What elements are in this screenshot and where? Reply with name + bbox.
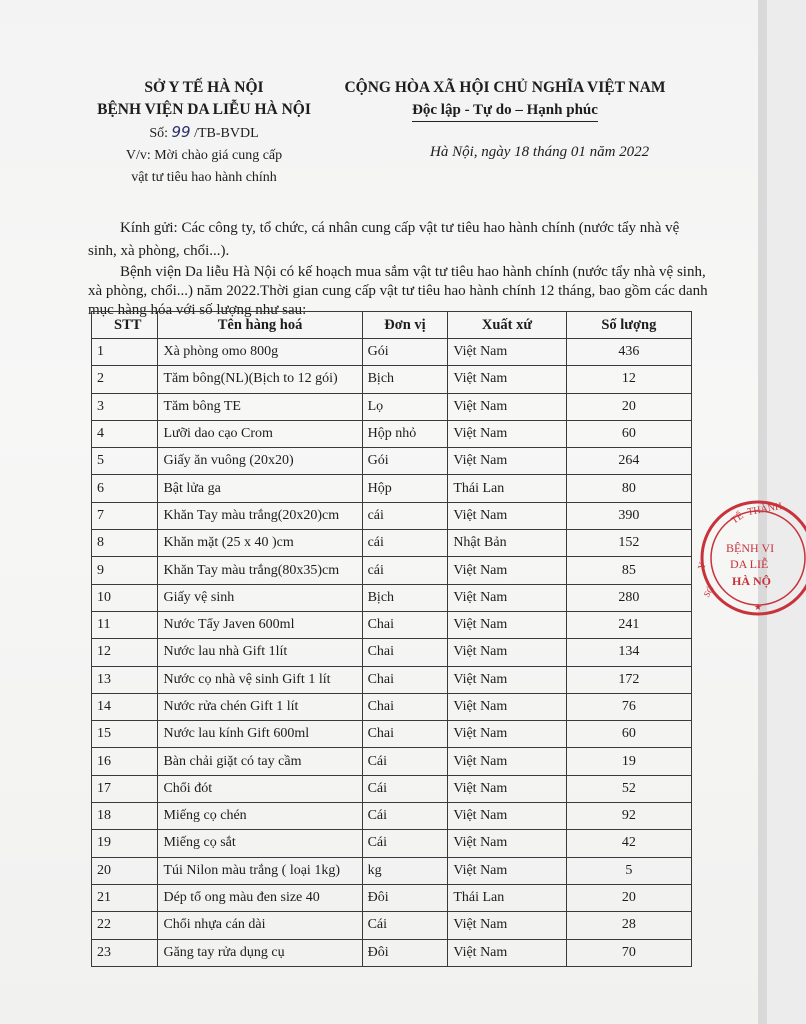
row-origin: Việt Nam xyxy=(448,420,566,447)
row-unit: Đôi xyxy=(362,939,448,966)
row-quantity: 12 xyxy=(566,366,691,393)
row-stt: 18 xyxy=(92,803,158,830)
subject-line-2: vật tư tiêu hao hành chính xyxy=(131,170,277,185)
hospital-seal xyxy=(696,498,806,618)
document-date: Hà Nội, ngày 18 tháng 01 năm 2022 xyxy=(430,144,650,160)
row-quantity: 241 xyxy=(566,611,691,638)
row-stt: 12 xyxy=(92,639,158,666)
row-unit: Cái xyxy=(362,748,448,775)
table-row xyxy=(92,748,692,775)
row-origin: Việt Nam xyxy=(448,666,566,693)
row-quantity: 76 xyxy=(566,693,691,720)
row-stt: 21 xyxy=(92,884,158,911)
row-item-name: Khăn mặt (25 x 40 )cm xyxy=(158,530,362,557)
header-item-name: Tên hàng hoá xyxy=(158,312,362,339)
document-number: Số: 99 /TB-BVDL xyxy=(149,123,259,141)
table-row xyxy=(92,939,692,966)
row-unit: Lọ xyxy=(362,393,448,420)
row-stt: 20 xyxy=(92,857,158,884)
svg-text:Y: Y xyxy=(696,560,709,571)
subject-line-1: V/v: Mời chào giá cung cấp xyxy=(125,148,283,163)
handwritten-number: 99 xyxy=(171,123,191,141)
header-origin: Xuất xứ xyxy=(448,312,566,339)
row-origin: Việt Nam xyxy=(448,912,566,939)
table-row xyxy=(92,912,692,939)
table-row xyxy=(92,830,692,857)
table-row xyxy=(92,775,692,802)
row-origin: Việt Nam xyxy=(448,584,566,611)
row-stt: 15 xyxy=(92,721,158,748)
row-origin: Việt Nam xyxy=(448,775,566,802)
row-quantity: 390 xyxy=(566,502,691,529)
table-row xyxy=(92,721,692,748)
table-row xyxy=(92,803,692,830)
row-quantity: 70 xyxy=(566,939,691,966)
row-stt: 4 xyxy=(92,420,158,447)
row-stt: 3 xyxy=(92,393,158,420)
row-item-name: Tăm bông(NL)(Bịch to 12 gói) xyxy=(158,366,362,393)
row-unit: Chai xyxy=(362,693,448,720)
svg-text:TẾ: TẾ xyxy=(729,510,746,527)
row-unit: Cái xyxy=(362,912,448,939)
row-item-name: Găng tay rửa dụng cụ xyxy=(158,939,362,966)
row-unit: kg xyxy=(362,857,448,884)
row-stt: 11 xyxy=(92,611,158,638)
national-header xyxy=(320,77,690,122)
svg-text:HÀ NỘ: HÀ NỘ xyxy=(732,574,771,588)
row-stt: 22 xyxy=(92,912,158,939)
row-item-name: Miếng cọ sắt xyxy=(158,830,362,857)
row-item-name: Bàn chải giặt có tay cầm xyxy=(158,748,362,775)
row-unit: Hộp nhỏ xyxy=(362,420,448,447)
table-row xyxy=(92,884,692,911)
table-header-row xyxy=(92,312,692,339)
table-row xyxy=(92,366,692,393)
header-quantity: Số lượng xyxy=(566,312,691,339)
row-stt: 23 xyxy=(92,939,158,966)
salutation-paragraph: Kính gửi: Các công ty, tổ chức, cá nhân cung cấp vật tư tiêu hao hành chính (nước tẩy nhà vệ sinh, xà phòng, chổi...). xyxy=(88,220,680,259)
table-row xyxy=(92,584,692,611)
row-item-name: Lưỡi dao cạo Crom xyxy=(158,420,362,447)
row-item-name: Giấy vệ sinh xyxy=(158,584,362,611)
row-origin: Việt Nam xyxy=(448,939,566,966)
row-quantity: 20 xyxy=(566,884,691,911)
row-stt: 5 xyxy=(92,448,158,475)
row-stt: 10 xyxy=(92,584,158,611)
row-item-name: Khăn Tay màu trắng(20x20)cm xyxy=(158,502,362,529)
intro-paragraph: Bệnh viện Da liễu Hà Nội có kế hoạch mua sắm vật tư tiêu hao hành chính (nước tẩy nhà vệ sinh, xà phòng, chổi...) năm 2022.Thời gian cung cấp vật tư tiêu hao hành chính 12 tháng, bao gồm các danh mục hàng hóa với số lượng như sau: xyxy=(88,264,708,318)
table-row xyxy=(92,502,692,529)
row-origin: Thái Lan xyxy=(448,884,566,911)
row-unit: cái xyxy=(362,530,448,557)
svg-text:★: ★ xyxy=(754,603,763,613)
row-item-name: Xà phòng omo 800g xyxy=(158,339,362,366)
row-stt: 7 xyxy=(92,502,158,529)
issuer-header xyxy=(70,77,338,189)
national-motto: Độc lập - Tự do – Hạnh phúc xyxy=(412,99,598,122)
country-name: CỘNG HÒA XÃ HỘI CHỦ NGHĨA VIỆT NAM xyxy=(344,79,666,96)
row-quantity: 42 xyxy=(566,830,691,857)
row-unit: Cái xyxy=(362,775,448,802)
row-unit: Hộp xyxy=(362,475,448,502)
table-row xyxy=(92,611,692,638)
row-quantity: 19 xyxy=(566,748,691,775)
row-item-name: Nước cọ nhà vệ sinh Gift 1 lít xyxy=(158,666,362,693)
row-origin: Nhật Bản xyxy=(448,530,566,557)
row-unit: cái xyxy=(362,502,448,529)
row-origin: Việt Nam xyxy=(448,857,566,884)
row-unit: cái xyxy=(362,557,448,584)
header-stt: STT xyxy=(92,312,158,339)
row-origin: Việt Nam xyxy=(448,502,566,529)
row-item-name: Dép tổ ong màu đen size 40 xyxy=(158,884,362,911)
row-item-name: Nước rửa chén Gift 1 lít xyxy=(158,693,362,720)
svg-text:DA LIỄ: DA LIỄ xyxy=(730,557,769,571)
row-quantity: 152 xyxy=(566,530,691,557)
row-item-name: Bật lửa ga xyxy=(158,475,362,502)
row-stt: 8 xyxy=(92,530,158,557)
row-quantity: 92 xyxy=(566,803,691,830)
row-unit: Chai xyxy=(362,721,448,748)
row-unit: Chai xyxy=(362,666,448,693)
row-origin: Việt Nam xyxy=(448,339,566,366)
row-quantity: 80 xyxy=(566,475,691,502)
row-origin: Việt Nam xyxy=(448,366,566,393)
row-stt: 2 xyxy=(92,366,158,393)
row-quantity: 134 xyxy=(566,639,691,666)
table-row xyxy=(92,639,692,666)
row-origin: Thái Lan xyxy=(448,475,566,502)
row-quantity: 28 xyxy=(566,912,691,939)
row-stt: 6 xyxy=(92,475,158,502)
row-unit: Cái xyxy=(362,803,448,830)
row-quantity: 5 xyxy=(566,857,691,884)
table-row xyxy=(92,393,692,420)
row-unit: Gói xyxy=(362,448,448,475)
row-origin: Việt Nam xyxy=(448,639,566,666)
row-item-name: Nước Tẩy Javen 600ml xyxy=(158,611,362,638)
row-unit: Gói xyxy=(362,339,448,366)
hospital-name: BỆNH VIỆN DA LIỄU HÀ NỘI xyxy=(97,101,311,118)
row-quantity: 20 xyxy=(566,393,691,420)
row-quantity: 280 xyxy=(566,584,691,611)
row-unit: Bịch xyxy=(362,366,448,393)
row-item-name: Tăm bông TE xyxy=(158,393,362,420)
row-quantity: 436 xyxy=(566,339,691,366)
row-item-name: Khăn Tay màu trắng(80x35)cm xyxy=(158,557,362,584)
table-row xyxy=(92,530,692,557)
row-stt: 9 xyxy=(92,557,158,584)
items-table xyxy=(91,311,692,967)
row-quantity: 60 xyxy=(566,420,691,447)
row-unit: Chai xyxy=(362,639,448,666)
row-stt: 1 xyxy=(92,339,158,366)
row-origin: Việt Nam xyxy=(448,611,566,638)
row-stt: 14 xyxy=(92,693,158,720)
row-item-name: Nước lau nhà Gift 1lít xyxy=(158,639,362,666)
table-row xyxy=(92,557,692,584)
row-stt: 16 xyxy=(92,748,158,775)
row-item-name: Túi Nilon màu trắng ( loại 1kg) xyxy=(158,857,362,884)
header-unit: Đơn vị xyxy=(362,312,448,339)
row-quantity: 52 xyxy=(566,775,691,802)
table-row xyxy=(92,666,692,693)
row-unit: Đôi xyxy=(362,884,448,911)
department-name: SỞ Y TẾ HÀ NỘI xyxy=(144,79,264,96)
row-item-name: Nước lau kính Gift 600ml xyxy=(158,721,362,748)
row-origin: Việt Nam xyxy=(448,830,566,857)
row-quantity: 264 xyxy=(566,448,691,475)
row-item-name: Miếng cọ chén xyxy=(158,803,362,830)
table-row xyxy=(92,420,692,447)
row-unit: Cái xyxy=(362,830,448,857)
row-origin: Việt Nam xyxy=(448,748,566,775)
row-item-name: Chổi nhựa cán dài xyxy=(158,912,362,939)
row-unit: Chai xyxy=(362,611,448,638)
row-origin: Việt Nam xyxy=(448,803,566,830)
row-quantity: 85 xyxy=(566,557,691,584)
svg-text:SỞ: SỞ xyxy=(701,583,717,600)
row-stt: 13 xyxy=(92,666,158,693)
row-origin: Việt Nam xyxy=(448,693,566,720)
table-row xyxy=(92,857,692,884)
row-item-name: Chổi đót xyxy=(158,775,362,802)
row-item-name: Giấy ăn vuông (20x20) xyxy=(158,448,362,475)
row-quantity: 60 xyxy=(566,721,691,748)
row-quantity: 172 xyxy=(566,666,691,693)
row-origin: Việt Nam xyxy=(448,557,566,584)
table-row xyxy=(92,339,692,366)
table-row xyxy=(92,448,692,475)
row-stt: 19 xyxy=(92,830,158,857)
svg-text:THÀNH: THÀNH xyxy=(746,501,783,518)
table-row xyxy=(92,475,692,502)
row-origin: Việt Nam xyxy=(448,448,566,475)
row-origin: Việt Nam xyxy=(448,393,566,420)
row-unit: Bịch xyxy=(362,584,448,611)
row-stt: 17 xyxy=(92,775,158,802)
row-origin: Việt Nam xyxy=(448,721,566,748)
svg-text:BỆNH VI: BỆNH VI xyxy=(726,541,775,555)
table-row xyxy=(92,693,692,720)
